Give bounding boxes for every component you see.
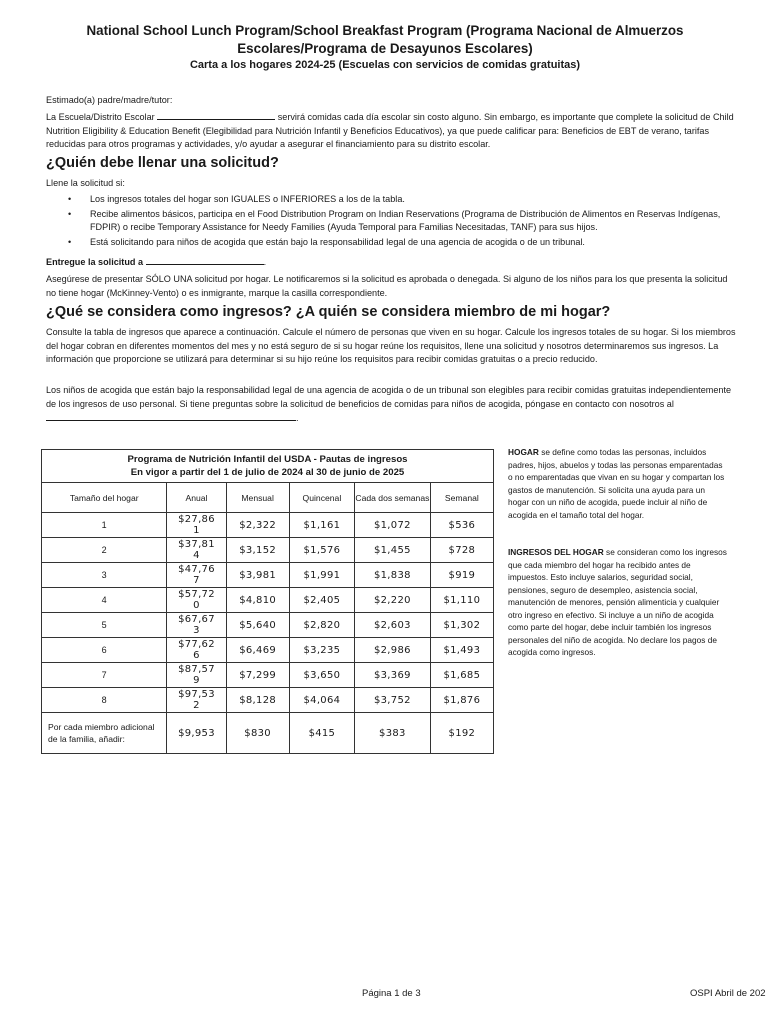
greeting: Estimado(a) padre/madre/tutor: — [46, 95, 173, 105]
list-item: • Está solicitando para niños de acogida que están bajo la responsabilidad legal de una agencia de acogida o de un tribunal. — [46, 236, 736, 250]
eligibility-list — [46, 193, 736, 250]
header-monthly: Mensual — [226, 483, 289, 513]
table-row: 8 $97,532 $8,128 $4,064 $3,752 $1,876 — [42, 688, 494, 713]
household-definition-text: se define como todas las personas, incluidos padres, hijos, abuelos y todas las personas emparentadas o no emparentadas que vivan en su hogar y compartan los gastos de manutención. Si solicita una ayuda para un hogar con un niño de acogida, puede incluir al niño de acogida en el tamaño total del hogar. — [508, 447, 725, 520]
income-paragraph: Consulte la tabla de ingresos que aparece a continuación. Calcule el número de personas que viven en su hogar. Calcule los ingresos totales de su hogar. Si los miembros del hogar cobran en diferentes momentos del mes y no está seguro de si su hogar reúne los requisitos, llene una solicitud y nosotros determinaremos sus ingresos. La información que proporcione se utilizará para determinar si su hijo reúne los requisitos para recibir comidas gratuitas o a precio reducido. — [46, 327, 736, 364]
header-twice-monthly: Quincenal — [289, 483, 354, 513]
intro-school-label: La Escuela/Distrito Escolar — [46, 112, 155, 122]
deliver-label: Entregue la solicitud a — [46, 257, 144, 267]
table-header-row — [42, 483, 494, 513]
income-definition — [508, 546, 728, 659]
header-annual: Anual — [167, 483, 226, 513]
table-caption: Programa de Nutrición Infantil del USDA - Pautas de ingresos En vigor a partir del 1 de julio de 2024 al 30 de junio de 2025 — [42, 450, 494, 483]
table-row: 3 $47,767 $3,981 $1,991 $1,838 $919 — [42, 563, 494, 588]
table-row-additional-member: Por cada miembro adicional de la familia, añadir: $9,953 $830 $415 $383 $192 — [42, 713, 494, 754]
school-name-blank — [157, 110, 275, 120]
income-definition-text: se consideran como los ingresos que cada miembro del hogar ha recibido antes de impuestos. Esto incluye salarios, seguridad social, pensiones, seguro de desempleo, asistencia social, manutención de menores, pensión alimenticia y cualquier otro ingreso en efectivo. Si incluye a un niño de acogida como parte del hogar, debe incluir también los ingresos personales del niño de acogida. No declare los pagos de acogida como ingresos. — [508, 547, 727, 657]
bullet-icon: • — [68, 208, 72, 219]
deliver-to-blank — [146, 255, 264, 265]
income-guidelines-table — [41, 449, 494, 754]
document-title: National School Lunch Program/School Breakfast Program (Programa Nacional de Almuerzos Escolares/Programa de Desayunos Escolares) — [86, 23, 684, 56]
table-row: 4 $57,720 $4,810 $2,405 $2,220 $1,110 — [42, 588, 494, 613]
one-application-note: Asegúrese de presentar SÓLO UNA solicitud por hogar. Le notificaremos si la solicitud es aprobada o denegada. Si alguno de los niños para los que presenta la solicitud no tiene hogar (McKinney-Vento) o es inmigrante, marque la casilla correspondiente. — [46, 274, 728, 298]
header-weekly: Semanal — [430, 483, 493, 513]
table-row: 6 $77,626 $6,469 $3,235 $2,986 $1,493 — [42, 638, 494, 663]
deliver-to: Entregue la solicitud a . — [46, 257, 267, 267]
page-number: Página 1 de 3 — [362, 988, 421, 999]
footer-date: OSPI Abril de 202 — [690, 988, 766, 999]
intro-paragraph — [46, 110, 736, 152]
bullet-icon: • — [68, 236, 72, 247]
household-definition — [508, 446, 728, 521]
income-term: INGRESOS DEL HOGAR — [508, 547, 604, 557]
table-row: 2 $37,814 $3,152 $1,576 $1,455 $728 — [42, 538, 494, 563]
apply-lead: Llene la solicitud si: — [46, 178, 125, 188]
household-term: HOGAR — [508, 447, 539, 457]
table-row: 7 $87,579 $7,299 $3,650 $3,369 $1,685 — [42, 663, 494, 688]
foster-text: Los niños de acogida que están bajo la responsabilidad legal de una agencia de acogida o de un tribunal son elegibles para recibir comidas gratuitas independientemente de los ingresos de uso personal. Si tiene preguntas sobre la solicitud de beneficios de comidas para niños de acogida, póngase en contacto con nosotros al — [46, 385, 732, 409]
section-heading-who: ¿Quién debe llenar una solicitud? — [46, 155, 279, 171]
bullet-icon: • — [68, 194, 72, 204]
document-subtitle: Carta a los hogares 2024-25 (Escuelas con servicios de comidas gratuitas) — [189, 59, 581, 71]
header-every-two-weeks: Cada dos semanas — [355, 483, 431, 513]
table-row: 5 $67,673 $5,640 $2,820 $2,603 $1,302 — [42, 613, 494, 638]
header-household-size: Tamaño del hogar — [42, 483, 167, 513]
section-heading-income: ¿Qué se considera como ingresos? ¿A quién se considera miembro de mi hogar? — [46, 304, 611, 320]
list-item: • Los ingresos totales del hogar son IGUALES o INFERIORES a los de la tabla. — [46, 193, 736, 207]
table-row: 1 $27,861 $2,322 $1,161 $1,072 $536 — [42, 513, 494, 538]
list-item: • Recibe alimentos básicos, participa en el Food Distribution Program on Indian Reservations (Programa de Distribución de Alimentos en Reservas Indígenas, FDPIR) o recibe Temporary Assistance for Needy Families (Ayuda Temporal para Familias Necesitadas, TANF) para sus hijos. — [68, 208, 721, 232]
contact-phone-blank — [46, 411, 296, 421]
intro-text: servirá comidas cada día escolar sin costo alguno. Sin embargo, es importante que complete la solicitud de Child Nutrition Eligibility & Education Benefit (Elegibilidad para Nutrición Infantil y Beneficios Educativos), ya que puede calificar para: Beneficios de EBT de verano, tarifas reducidas para otros programas y actividades, y/o ayudar a asegurar el financiamiento para su distrito escolar. — [46, 112, 734, 149]
foster-paragraph: Los niños de acogida que están bajo la responsabilidad legal de una agencia de acogida o de un tribunal son elegibles para recibir comidas gratuitas independientemente de los ingresos de uso personal. Si tiene preguntas sobre la solicitud de beneficios de comidas para niños de acogida, póngase en contacto con nosotros al . — [46, 385, 732, 423]
